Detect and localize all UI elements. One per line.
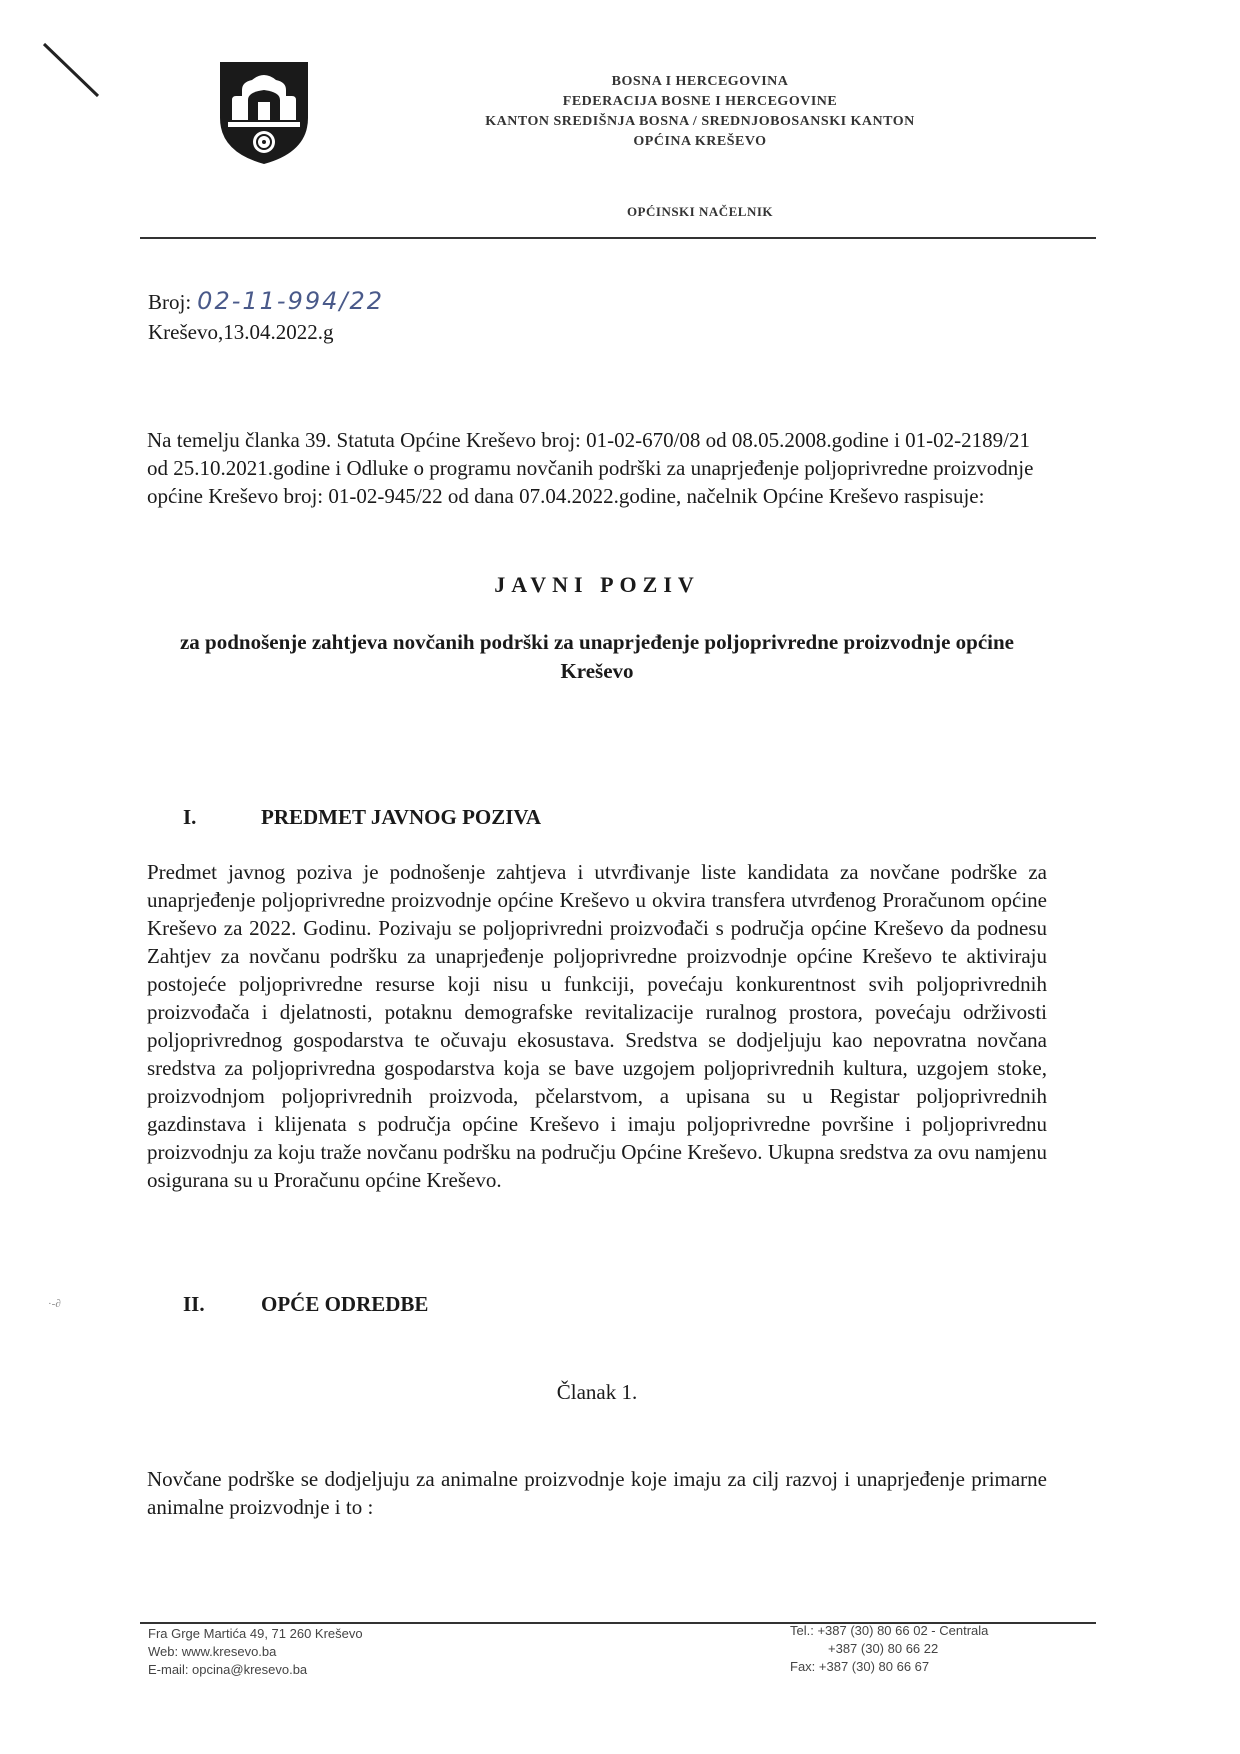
- document-subtitle: za podnošenje zahtjeva novčanih podrški za unaprjeđenje poljoprivredne proizvodnje općine Kreševo: [179, 630, 1014, 683]
- reference-block: [148, 286, 384, 347]
- footer-web: Web: www.kresevo.ba: [148, 1644, 277, 1659]
- footer-tel-secondary: +387 (30) 80 66 22: [828, 1641, 939, 1656]
- municipality-crest-icon: [218, 60, 310, 166]
- header-divider: [140, 237, 1096, 239]
- footer-fax: Fax: +387 (30) 80 66 67: [790, 1659, 930, 1674]
- article-paragraph: Novčane podrške se dodjeljuju za animalne proizvodnje koje imaju za cilj razvoj i unaprjeđenje primarne animalne proizvodnje i to :: [147, 1467, 1047, 1519]
- margin-scribble: ·-∂: [48, 1298, 61, 1310]
- section-title: OPĆE ODREDBE: [261, 1292, 429, 1316]
- section-heading: [183, 805, 541, 830]
- section-title: PREDMET JAVNOG POZIVA: [261, 805, 542, 829]
- section-heading: [183, 1292, 428, 1317]
- section-paragraph: Predmet javnog poziva je podnošenje zahtjeva i utvrđivanje liste kandidata za novčane podrške za unaprjeđenje poljoprivredne proizvodnje općine Kreševo u okvira transfera utvrđenog Proračunom općine Kreševo za 2022. Godinu. Pozivaju se poljoprivredni proizvođači s područja općine Kreševo da podnesu Zahtjev za novčanu podršku za unaprjeđenje poljoprivredne proizvodnje općine Kreševo te aktiviraju postojeće poljoprivredne resurse koji nisu u funkciji, povećaju konkurentnost svih poljoprivrednih proizvođača i djelatnosti, potaknu demografske revitalizacije ruralnog prostora, povećaju održivosti poljoprivrednog gospodarstva te očuvaju ekosustava. Sredstva se dodjeljuju kao nepovratna novčana sredstva za poljoprivredna gospodarstva koja se bave uzgojem poljoprivrednih kultura, uzgojem stoke, proizvodnjom poljoprivrednih proizvoda, pčelarstvom, a upisana su u Registar poljoprivrednih gazdinstava i klijenata s područja općine Kreševo i imaju poljoprivredne površine i poljoprivrednu proizvodnju za koju traže novčanu podršku na području Općine Kreševo. Ukupna sredstva za ovu namjenu osigurana su u Proračunu općine Kreševo.: [147, 860, 1047, 1192]
- intro-paragraph: Na temelju članka 39. Statuta Općine Kreševo broj: 01-02-670/08 od 08.05.2008.godine i 01-02-2189/21 od 25.10.2021.godine i Odluke o programu novčanih podrški za unaprjeđenje poljoprivredne proizvodnje općine Kreševo broj: 01-02-945/22 od dana 07.04.2022.godine, načelnik Općine Kreševo raspisuje:: [147, 428, 1034, 508]
- letterhead-line: OPĆINA KREŠEVO: [633, 134, 767, 149]
- footer-phones: [790, 1622, 988, 1676]
- article-heading: Članak 1.: [556, 1380, 638, 1404]
- footer-email: E-mail: opcina@kresevo.ba: [148, 1662, 308, 1677]
- footer-tel-central: Tel.: +387 (30) 80 66 02 - Centrala: [790, 1623, 989, 1638]
- letterhead-line: KANTON SREDIŠNJA BOSNA / SREDNJOBOSANSKI KANTON: [485, 114, 915, 129]
- footer-address: Fra Grge Martića 49, 71 260 Kreševo: [148, 1626, 363, 1641]
- letterhead: [400, 72, 1000, 152]
- letterhead-line: FEDERACIJA BOSNE I HERCEGOVINE: [562, 94, 838, 109]
- letterhead-line: BOSNA I HERCEGOVINA: [611, 74, 789, 89]
- corner-pen-mark: [40, 40, 110, 100]
- place-date: Kreševo,13.04.2022.g: [148, 320, 334, 344]
- section-number: II.: [183, 1292, 205, 1316]
- section-number: I.: [183, 805, 197, 829]
- document-title: JAVNI POZIV: [494, 572, 700, 597]
- handwritten-reference-number: 02-11-994/22: [197, 287, 385, 315]
- office-title: OPĆINSKI NAČELNIK: [626, 204, 774, 219]
- broj-label: Broj:: [148, 290, 192, 314]
- footer-contact: [148, 1625, 363, 1679]
